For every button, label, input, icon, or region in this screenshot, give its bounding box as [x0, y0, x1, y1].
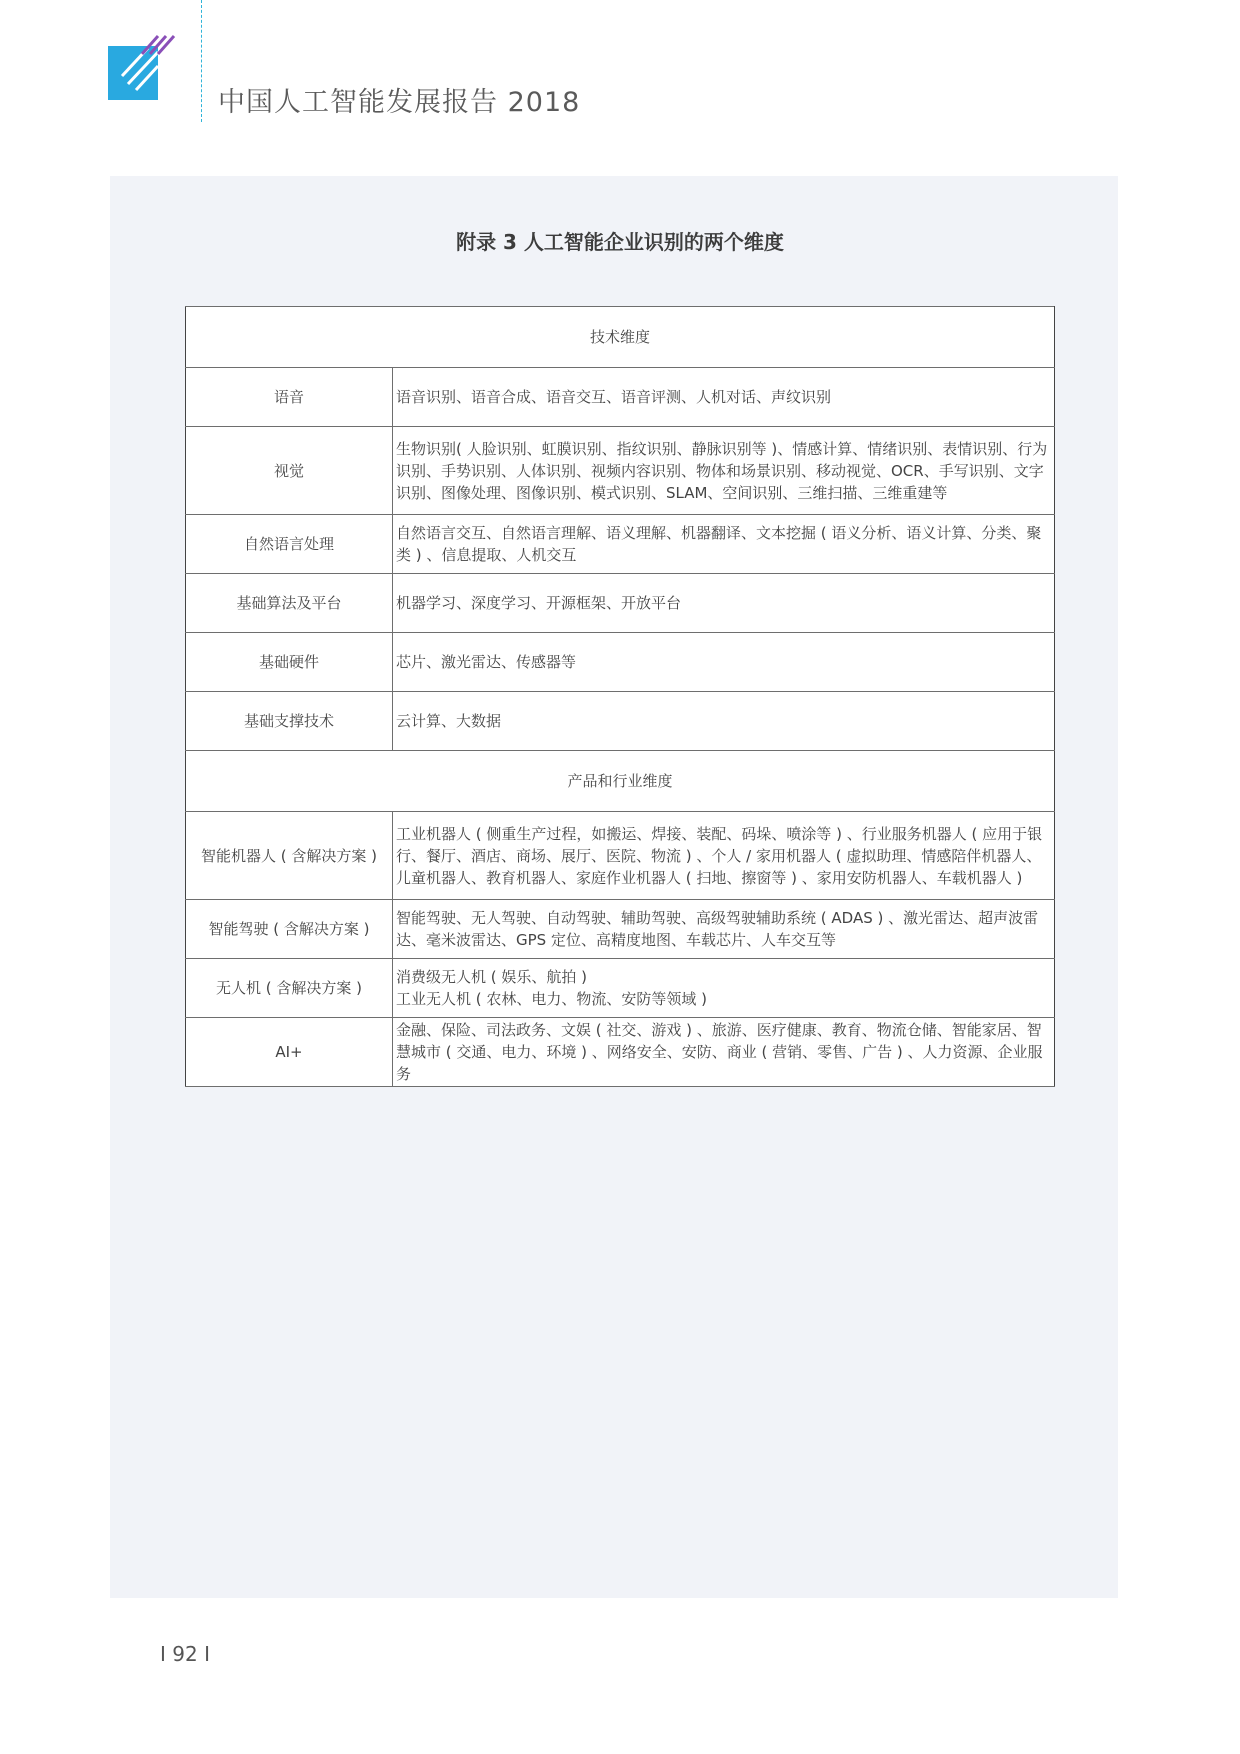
section-title-product: 产品和行业维度: [186, 751, 1055, 812]
row-description: 消费级无人机 ( 娱乐、航拍 ) 工业无人机 ( 农林、电力、物流、安防等领域 ): [393, 959, 1055, 1018]
row-category: 基础支撑技术: [186, 692, 393, 751]
dimensions-table: [185, 306, 1055, 1087]
table-row: [186, 1018, 1055, 1087]
row-description: 工业机器人 ( 侧重生产过程，如搬运、焊接、装配、码垛、喷涂等 ) 、行业服务机器人 ( 应用于银行、餐厅、酒店、商场、展厅、医院、物流 ) 、个人 / 家用机器人 ( 虚拟助理、情感陪伴机器人、儿童机器人、教育机器人、家庭作业机器人 ( 扫地、擦窗等 ) 、家用安防机器人、车载机器人 ): [393, 812, 1055, 900]
table-row: [186, 633, 1055, 692]
table-row: [186, 574, 1055, 633]
appendix-title: 附录 3 人工智能企业识别的两个维度: [456, 230, 784, 254]
row-description: 机器学习、深度学习、开源框架、开放平台: [393, 574, 1055, 633]
row-category: AI+: [186, 1018, 393, 1087]
page-number: I 92 I: [160, 1642, 210, 1666]
logo-text: CISTP: [110, 100, 148, 108]
row-category: 智能驾驶 ( 含解决方案 ): [186, 900, 393, 959]
table-row: [186, 959, 1055, 1018]
row-description: 智能驾驶、无人驾驶、自动驾驶、辅助驾驶、高级驾驶辅助系统 ( ADAS ) 、激光雷达、超声波雷达、毫米波雷达、GPS 定位、高精度地图、车载芯片、人车交互等: [393, 900, 1055, 959]
row-category: 视觉: [186, 427, 393, 515]
table-row: [186, 812, 1055, 900]
row-category: 自然语言处理: [186, 515, 393, 574]
report-title: 中国人工智能发展报告 2018: [218, 87, 581, 118]
row-description: 生物识别( 人脸识别、虹膜识别、指纹识别、静脉识别等 )、情感计算、情绪识别、表情识别、行为识别、手势识别、人体识别、视频内容识别、物体和场景识别、移动视觉、OCR、手写识别、文字识别、图像处理、图像识别、模式识别、SLAM、空间识别、三维扫描、三维重建等: [393, 427, 1055, 515]
table-row: [186, 427, 1055, 515]
table-row: [186, 692, 1055, 751]
row-description: 语音识别、语音合成、语音交互、语音评测、人机对话、声纹识别: [393, 368, 1055, 427]
row-category: 基础硬件: [186, 633, 393, 692]
section-header-row: [186, 751, 1055, 812]
row-description: 芯片、激光雷达、传感器等: [393, 633, 1055, 692]
row-category: 语音: [186, 368, 393, 427]
row-category: 智能机器人 ( 含解决方案 ): [186, 812, 393, 900]
table-row: [186, 515, 1055, 574]
section-header-row: [186, 307, 1055, 368]
row-category: 基础算法及平台: [186, 574, 393, 633]
header-divider: [201, 0, 202, 122]
row-category: 无人机 ( 含解决方案 ): [186, 959, 393, 1018]
row-description: 自然语言交互、自然语言理解、语义理解、机器翻译、文本挖掘 ( 语义分析、语义计算、分类、聚类 ) 、信息提取、人机交互: [393, 515, 1055, 574]
row-description: 金融、保险、司法政务、文娱 ( 社交、游戏 ) 、旅游、医疗健康、教育、物流仓储、智能家居、智慧城市 ( 交通、电力、环境 ) 、网络安全、安防、商业 ( 营销、零售、广告 ) 、人力资源、企业服务: [393, 1018, 1055, 1087]
row-description: 云计算、大数据: [393, 692, 1055, 751]
table-row: [186, 900, 1055, 959]
table-row: [186, 368, 1055, 427]
section-title-tech: 技术维度: [186, 307, 1055, 368]
